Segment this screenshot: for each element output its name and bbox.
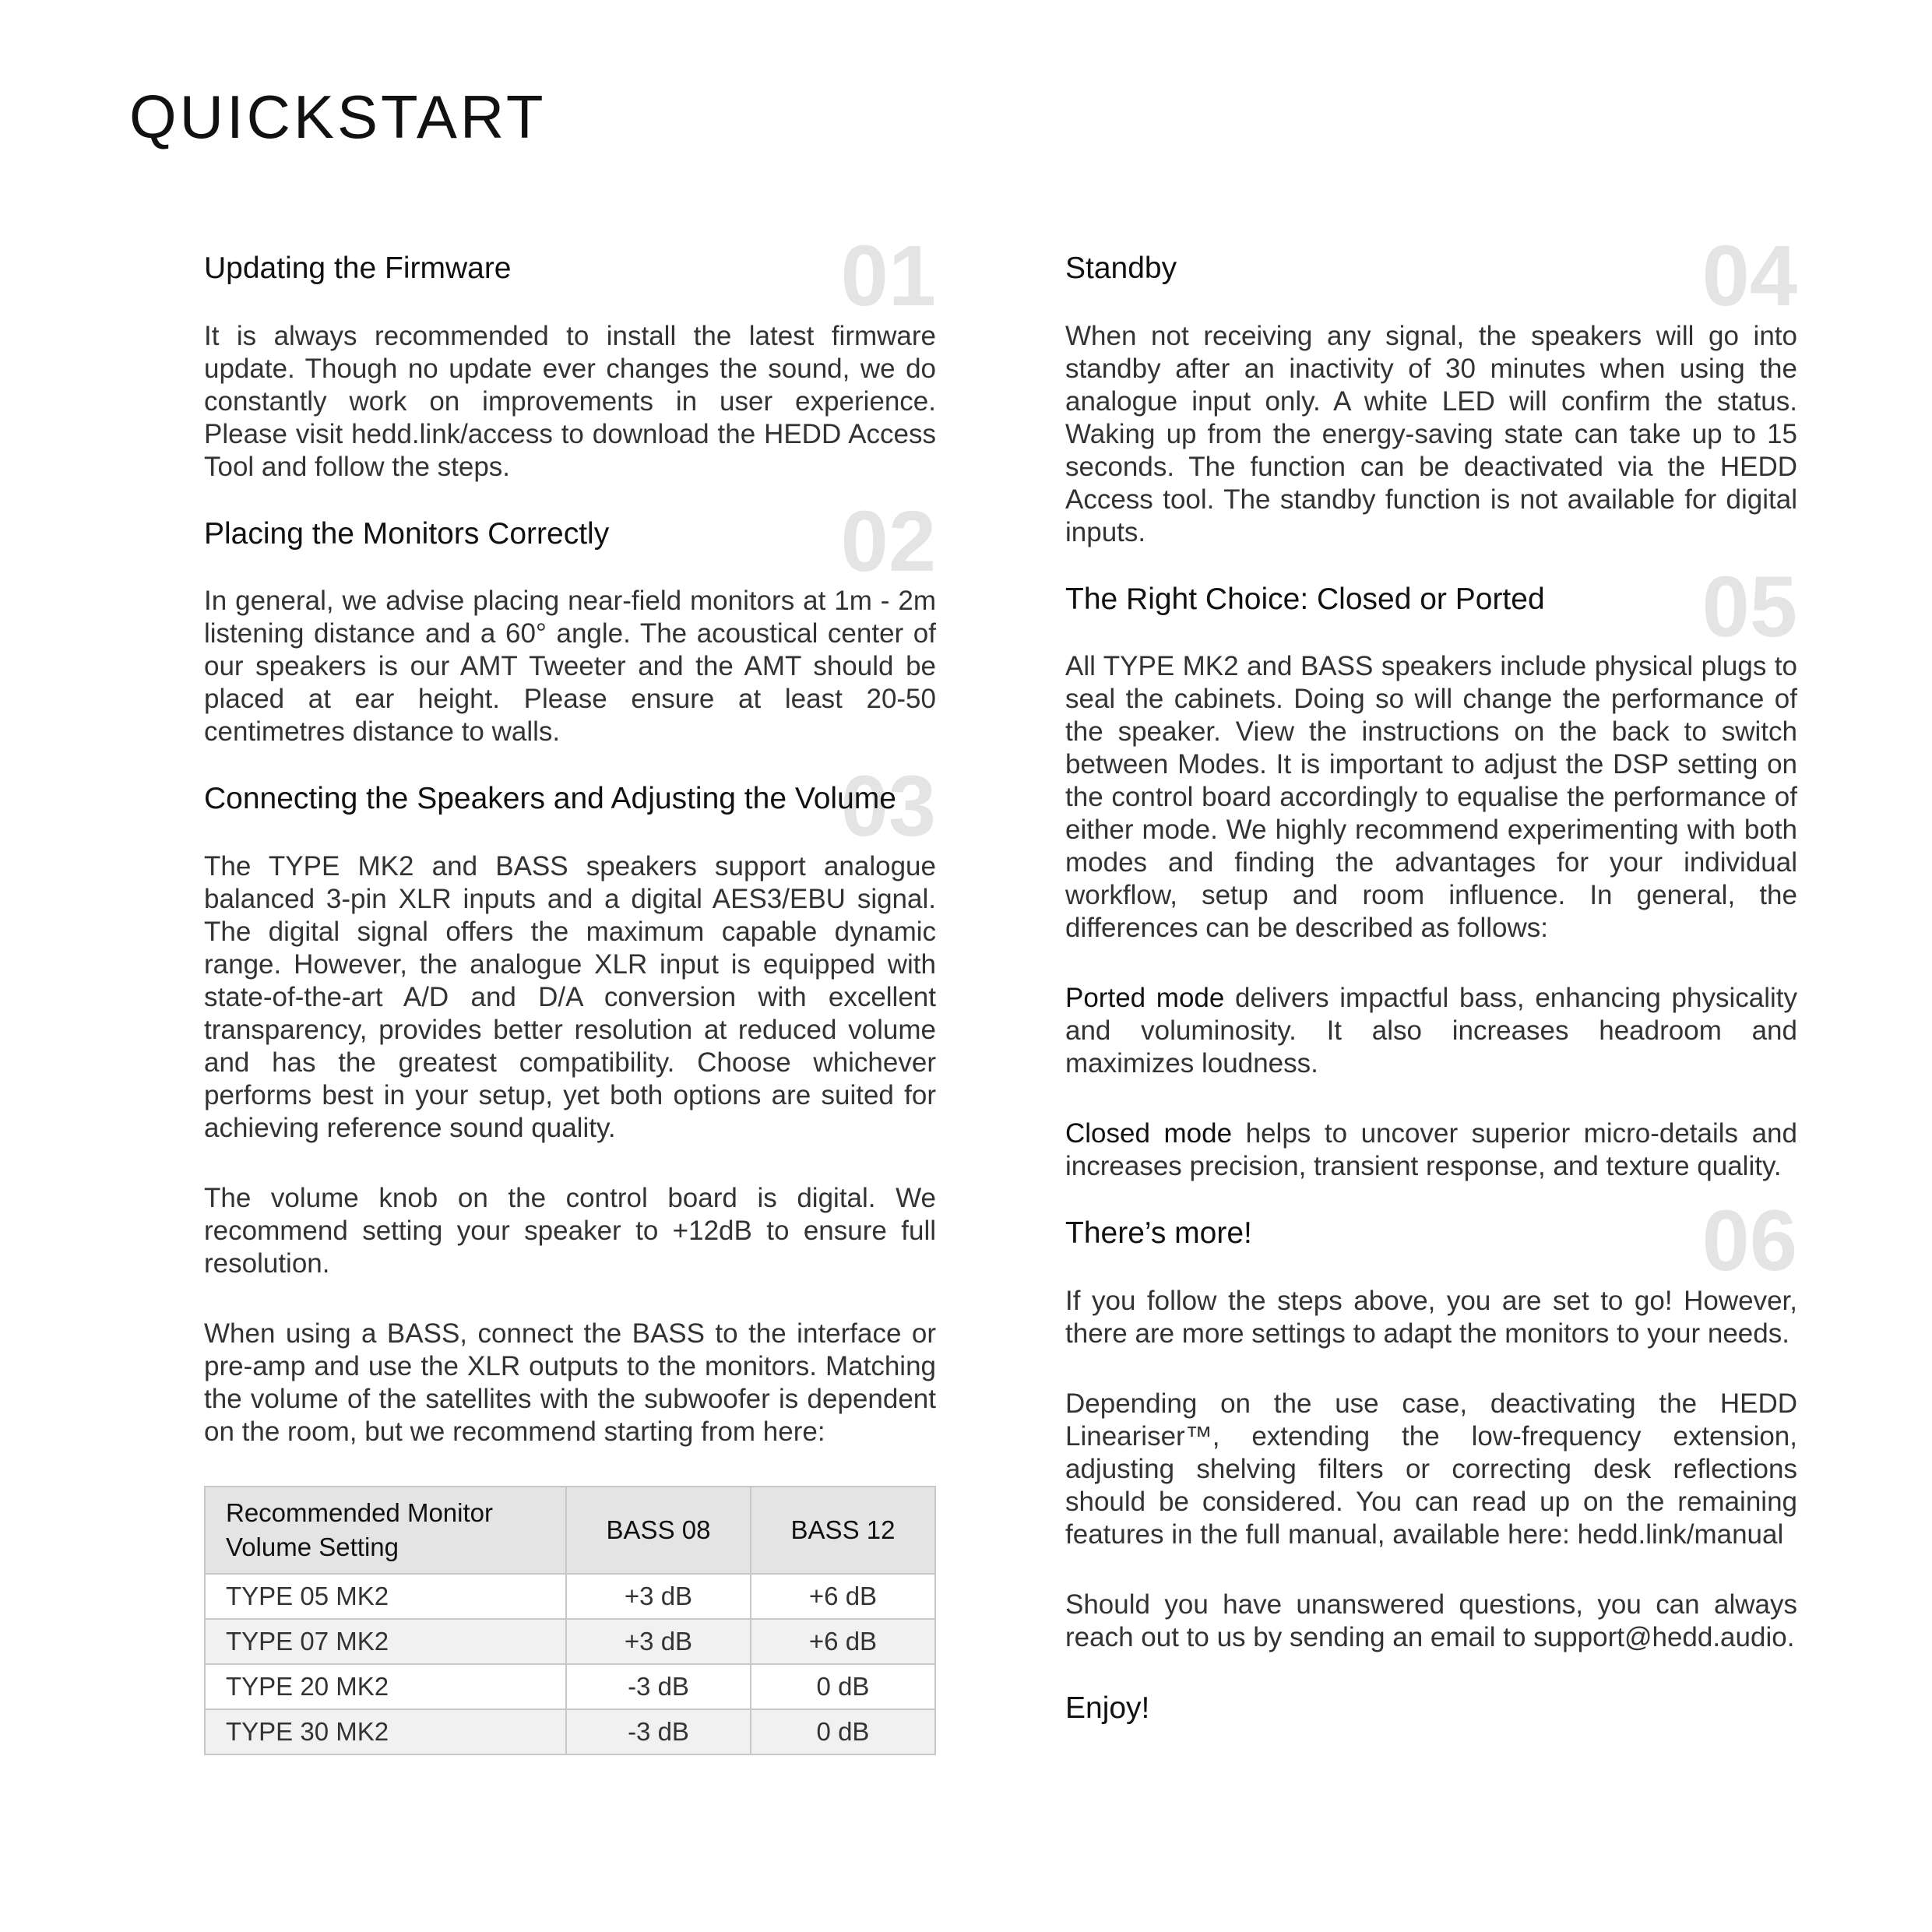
section-paragraph: Should you have unanswered questions, you can always reach out to us by sending an email to support@hedd.audio.	[1065, 1589, 1797, 1653]
table-cell: TYPE 20 MK2	[205, 1664, 566, 1709]
table-row	[205, 1619, 935, 1664]
section-title: There’s more!	[1065, 1216, 1252, 1251]
section-title: Updating the Firmware	[204, 252, 512, 285]
section-number: 06	[1701, 1193, 1797, 1290]
closed-mode-text: helps to uncover superior micro-details and increases precision, transient response, and texture quality.	[1065, 1118, 1797, 1182]
ported-mode-text: delivers impactful bass, enhancing physicality and voluminosity. It also increases headroom and maximizes loudness.	[1065, 983, 1797, 1079]
closed-mode-paragraph	[1065, 1117, 1797, 1183]
table-cell: TYPE 05 MK2	[205, 1574, 566, 1619]
closed-mode-term: Closed mode	[1065, 1118, 1233, 1149]
section-paragraph: Depending on the use case, deactivating the HEDD Lineariser™, extending the low-frequency extension, adjusting shelving filters or correcting desk reflections should be considered. You can read up on the remaining features in the full manual, available here: hedd.link/manual	[1065, 1388, 1797, 1550]
table-cell: +3 dB	[566, 1574, 751, 1619]
table-cell: TYPE 07 MK2	[205, 1619, 566, 1664]
section-placing	[204, 493, 936, 749]
section-title: Placing the Monitors Correctly	[204, 516, 610, 551]
section-number: 04	[1701, 228, 1797, 324]
table-cell: TYPE 30 MK2	[205, 1709, 566, 1754]
right-column	[1065, 228, 1797, 1726]
table-cell: -3 dB	[566, 1709, 751, 1754]
section-closed-or-ported	[1065, 558, 1797, 1184]
section-paragraph: When using a BASS, connect the BASS to the interface or pre-amp and use the XLR outputs to the monitors. Matching the volume of the satellites with the subwoofer is dependent on the room, but we recommend starting from here:	[204, 1318, 936, 1448]
table-cell: +6 dB	[751, 1574, 935, 1619]
table-row	[205, 1664, 935, 1709]
ported-mode-term: Ported mode	[1065, 983, 1225, 1014]
ported-mode-paragraph	[1065, 982, 1797, 1080]
closing-text: Enjoy!	[1065, 1691, 1150, 1726]
section-number: 01	[840, 228, 936, 324]
section-title: Standby	[1065, 252, 1177, 285]
volume-table	[204, 1486, 936, 1755]
table-header-cell: BASS 12	[751, 1487, 935, 1574]
table-header-row	[205, 1487, 935, 1574]
section-paragraph: It is always recommended to install the latest firmware update. Though no update ever changes the sound, we do constantly work on improvements in user experience. Please visit hedd.link/access to download the HEDD Access Tool and follow the steps.	[204, 320, 936, 482]
section-title: The Right Choice: Closed or Ported	[1065, 582, 1545, 616]
table-cell: +3 dB	[566, 1619, 751, 1664]
section-paragraph: When not receiving any signal, the speakers will go into standby after an inactivity of 30 minutes when using the analogue input only. A white LED will confirm the status. Waking up from the energy-saving state can take up to 15 seconds. The function can be deactivated via the HEDD Access tool. The standby function is not available for digital inputs.	[1065, 320, 1797, 547]
section-firmware	[204, 228, 936, 484]
section-paragraph: All TYPE MK2 and BASS speakers include physical plugs to seal the cabinets. Doing so will change the performance of the speaker. View the instructions on the back to switch between Modes. It is important to adjust the DSP setting on the control board accordingly to equalise the performance of either mode. We highly recommend experimenting with both modes and finding the advantages for your individual workflow, setup and room influence. In general, the differences can be described as follows:	[1065, 651, 1797, 944]
section-paragraph: If you follow the steps above, you are set to go! However, there are more settings to adapt the monitors to your needs.	[1065, 1286, 1797, 1350]
section-number: 03	[840, 758, 936, 855]
table-cell: 0 dB	[751, 1709, 935, 1754]
table-row	[205, 1709, 935, 1754]
section-paragraph: In general, we advise placing near-field monitors at 1m - 2m listening distance and a 60° angle. The acoustical center of our speakers is our AMT Tweeter and the AMT should be placed at ear height. Please ensure at least 20-50 centimetres distance to walls.	[204, 586, 936, 748]
section-number: 02	[840, 493, 936, 589]
section-paragraph: The volume knob on the control board is digital. We recommend setting your speaker to +12dB to ensure full resolution.	[204, 1183, 936, 1279]
table-header-cell: Recommended Monitor Volume Setting	[205, 1487, 566, 1574]
section-standby	[1065, 228, 1797, 549]
table-cell: +6 dB	[751, 1619, 935, 1664]
section-connecting	[204, 758, 936, 1755]
table-cell: 0 dB	[751, 1664, 935, 1709]
section-title: Connecting the Speakers and Adjusting the Volume	[204, 782, 896, 816]
table-header-cell: BASS 08	[566, 1487, 751, 1574]
section-paragraph: The TYPE MK2 and BASS speakers support analogue balanced 3-pin XLR inputs and a digital AES3/EBU signal. The digital signal offers the maximum capable dynamic range. However, the analogue XLR input is equipped with state-of-the-art A/D and D/A conversion with excellent transparency, provides better resolution at reduced volume and has the greatest compatibility. Choose whichever performs best in your setup, yet both options are suited for achieving reference sound quality.	[204, 851, 936, 1144]
section-more	[1065, 1193, 1797, 1726]
table-row	[205, 1574, 935, 1619]
page-title: QUICKSTART	[129, 83, 547, 151]
section-number: 05	[1701, 558, 1797, 655]
left-column	[204, 228, 936, 1755]
table-cell: -3 dB	[566, 1664, 751, 1709]
